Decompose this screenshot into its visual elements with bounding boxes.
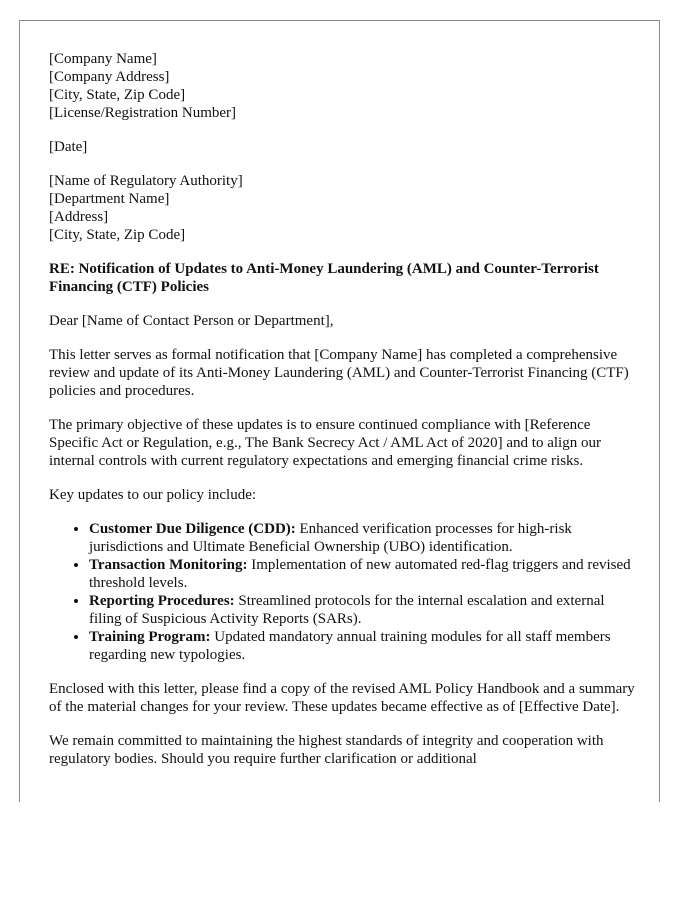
sender-address-block [49, 50, 639, 122]
key-updates-list [49, 520, 639, 664]
objective-paragraph: The primary objective of these updates is to ensure continued compliance with [Reference Specific Act or Regulation, e.g., The Bank Secrecy Act / AML Act of 2020] and to align our internal controls with current regulatory expectations and emerging financial crime risks. [49, 417, 601, 469]
key-updates-intro: Key updates to our policy include: [49, 487, 257, 503]
date-text: [Date] [49, 139, 88, 155]
recipient-address-block [49, 172, 639, 244]
update-text: Updated mandatory annual training modules for all staff members regarding new typologies. [89, 629, 611, 663]
sender-company-address: [Company Address] [49, 69, 170, 85]
recipient-address: [Address] [49, 209, 109, 225]
enclosed-paragraph: Enclosed with this letter, please find a copy of the revised AML Policy Handbook and a summary of the material changes for your review. These updates became effective as of [Effective Date]. [49, 681, 635, 715]
list-item [89, 628, 639, 664]
letter-page [19, 20, 660, 802]
sender-license-number: [License/Registration Number] [49, 105, 237, 121]
sender-city-state-zip: [City, State, Zip Code] [49, 87, 186, 103]
letter-date [49, 138, 639, 156]
sender-company-name: [Company Name] [49, 51, 157, 67]
update-title: Customer Due Diligence (CDD): [89, 521, 296, 537]
list-item [89, 592, 639, 628]
salutation: Dear [Name of Contact Person or Department], [49, 313, 334, 329]
recipient-authority: [Name of Regulatory Authority] [49, 173, 243, 189]
recipient-department: [Department Name] [49, 191, 170, 207]
update-text: Implementation of new automated red-flag triggers and revised threshold levels. [89, 557, 631, 591]
list-item [89, 520, 639, 556]
recipient-city-state-zip: [City, State, Zip Code] [49, 227, 186, 243]
closing-paragraph: We remain committed to maintaining the highest standards of integrity and cooperation with regulatory bodies. Should you require further clarification or additional [49, 733, 604, 767]
letter-body [49, 50, 639, 784]
update-text: Enhanced verification processes for high-risk jurisdictions and Ultimate Beneficial Ownership (UBO) identification. [89, 521, 572, 555]
intro-paragraph: This letter serves as formal notification that [Company Name] has completed a comprehensive review and update of its Anti-Money Laundering (AML) and Counter-Terrorist Financing (CTF) policies and procedures. [49, 347, 629, 399]
list-item [89, 556, 639, 592]
update-title: Training Program: [89, 629, 211, 645]
update-text: Streamlined protocols for the internal escalation and external filing of Suspicious Activity Reports (SARs). [89, 593, 605, 627]
subject-line: RE: Notification of Updates to Anti-Money Laundering (AML) and Counter-Terrorist Financing (CTF) Policies [49, 261, 599, 295]
update-title: Reporting Procedures: [89, 593, 235, 609]
update-title: Transaction Monitoring: [89, 557, 248, 573]
